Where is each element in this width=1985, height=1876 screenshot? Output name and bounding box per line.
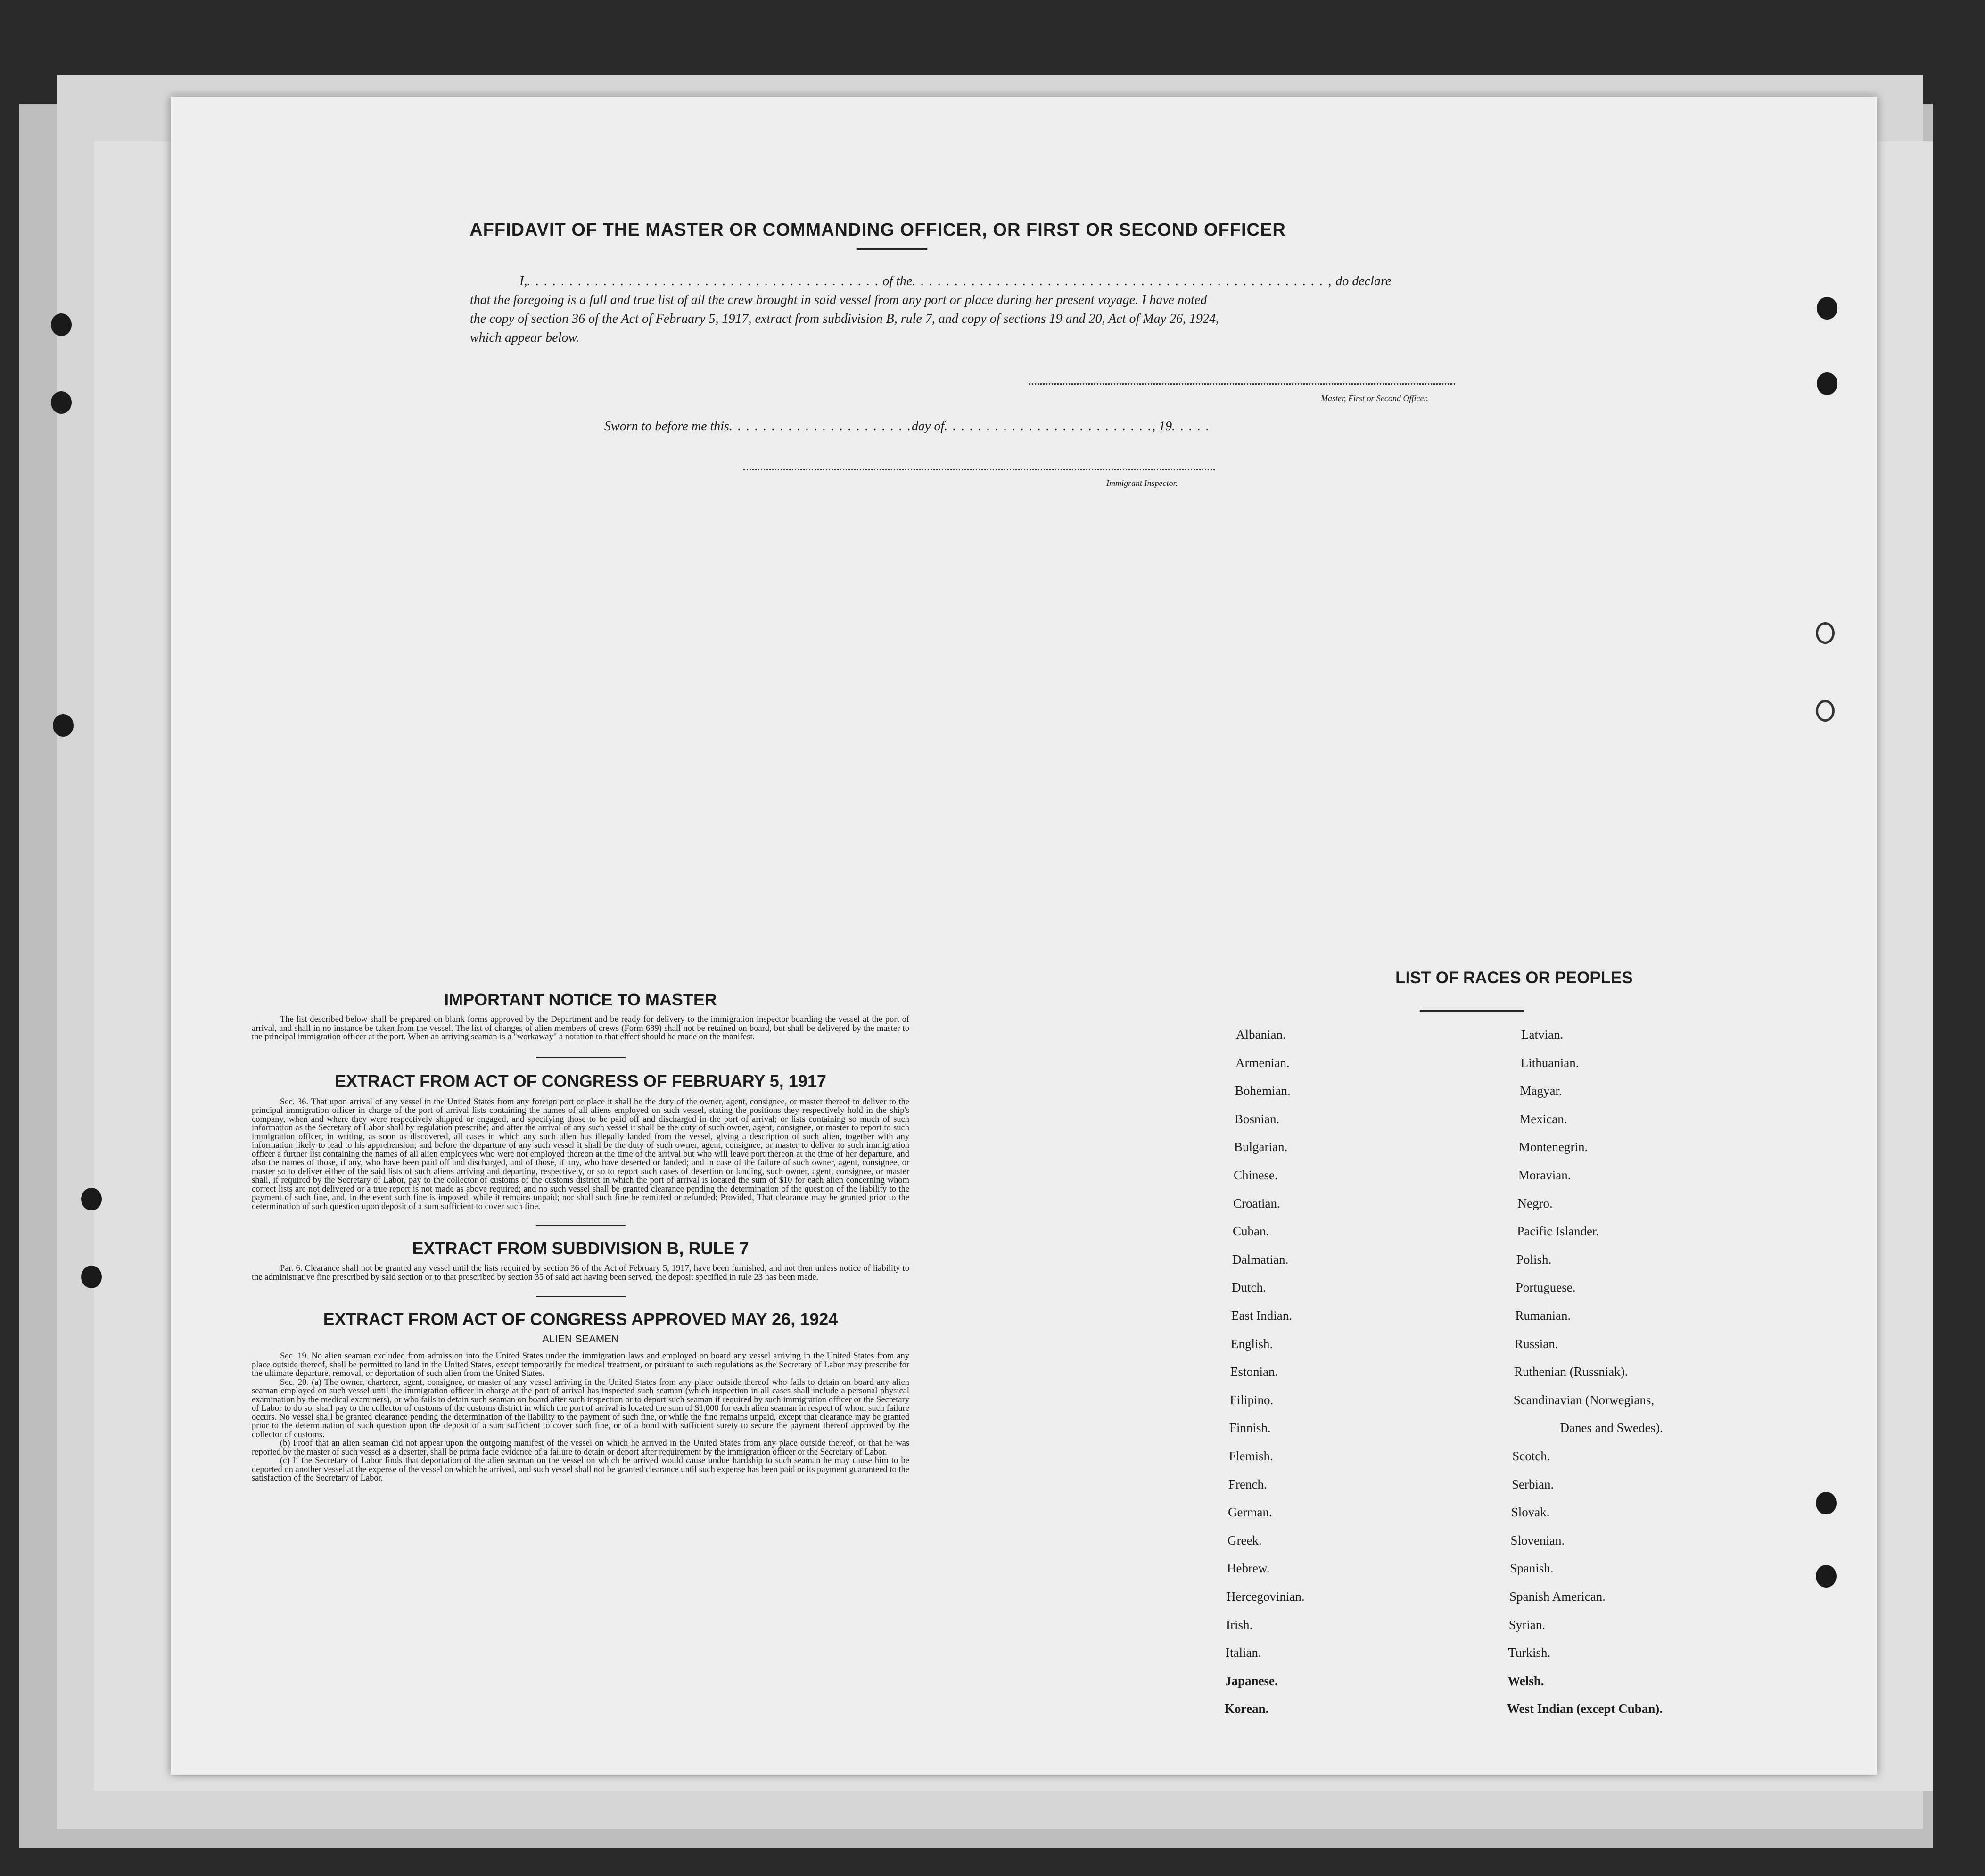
race-item: Spanish. — [1510, 1561, 1554, 1576]
binder-hole — [81, 1266, 102, 1288]
race-item: Mexican. — [1519, 1111, 1567, 1126]
race-item: Cuban. — [1233, 1224, 1269, 1239]
race-item: Croatian. — [1233, 1196, 1280, 1210]
notice-title: IMPORTANT NOTICE TO MASTER — [444, 990, 717, 1009]
binder-hole — [51, 391, 72, 414]
race-item: Magyar. — [1520, 1084, 1562, 1098]
binder-hole — [1816, 700, 1835, 722]
affidavit-title: AFFIDAVIT OF THE MASTER OR COMMANDING OFFICER, OR FIRST OR SECOND OFFICER — [469, 220, 1286, 240]
sec-20b-text: (b) Proof that an alien seaman did not appear upon the outgoing manifest of the vessel on which he arrived in the United States from any place outside thereof, or that he was reported by the master of such vessel as a deserter, shall be prima facie evidence of a failure to detain or deport after requirement by the immigration officer or the Secretary of Labor. — [252, 1439, 909, 1457]
race-item: Greek. — [1227, 1533, 1262, 1547]
binder-hole — [81, 1188, 102, 1210]
sec-20c-text: (c) If the Secretary of Labor finds that deportation of the alien seaman on the vessel on which he arrived would cause undue hardship to such seaman he may cause him to be deported on another vessel at the expense of the vessel on which he arrived, and such vessel shall not be granted clearance until such expense has been paid or its payment guaranteed to the satisfaction of the Secretary of Labor. — [252, 1456, 909, 1483]
inspector-label: Immigrant Inspector. — [1106, 478, 1178, 488]
race-item: Chinese. — [1234, 1168, 1278, 1182]
race-item: Spanish American. — [1509, 1589, 1606, 1604]
race-item: Estonian. — [1230, 1365, 1278, 1379]
race-item: Bosnian. — [1235, 1111, 1280, 1126]
binder-hole — [51, 313, 72, 336]
extract-1924-subtitle: ALIEN SEAMEN — [542, 1333, 619, 1345]
legal-notices-column — [252, 990, 909, 1483]
document-page — [171, 97, 1877, 1775]
binder-hole — [1817, 297, 1837, 320]
race-item: Turkish. — [1508, 1646, 1551, 1660]
inspector-signature-line — [743, 469, 1215, 470]
race-item: English. — [1231, 1336, 1273, 1351]
divider — [1420, 1010, 1524, 1012]
extract-1917-text: Sec. 36. That upon arrival of any vessel in the United States from any foreign port or place it shall be the duty of the owner, agent, consignee, or master thereof to deliver to the principal immigration officer in charge of the port of arrival lists containing the names of all aliens employed on such vessel, stating the positions they respectively hold in the ship's company, when and where they were respectively shipped or engaged, and specifying those to be paid off and discharged in the port of arrival; or lists containing so much of such information as the Secretary of Labor shall by regulation prescribe; and after the arrival of any such vessel it shall be the duty of such owner, agent, consignee, or master to report to such immigration officer, in writing, as soon as discovered, all cases in which any such alien has illegally landed from the vessel, giving a description of such alien, together with any information likely to lead to his apprehension; and before the departure of any such vessel it shall be the duty of such owner, agent, consignee, or master to deliver to such immigration officer a further list containing the names of all alien employees who were not employed thereon at the time of the arrival but who will leave port thereon at the time of her departure, and also the names of those, if any, who have been paid off and discharged, and of those, if any, who have deserted or landed; and in case of the failure of such owner, agent, consignee, or master so to deliver either of the said lists of such aliens arriving and departing, respectively, or so to report such cases of desertion or landing, such owner, agent, consignee, or master shall, if required by the Secretary of Labor, pay to the collector of customs of the customs district in which the port of arrival is located the sum of $10 for each alien concerning whom correct lists are not delivered or a true report is not made as above required; and no such vessel shall be granted clearance pending the determination of the question of the liability to the payment of such fine, and, in the event such fine is imposed, while it remains unpaid; nor shall such fine be remitted or refunded; Provided, That clearance may be granted prior to the determination of such question upon deposit of a sum sufficient to cover such fine. — [252, 1097, 909, 1211]
divider — [536, 1225, 626, 1226]
race-item: Bulgarian. — [1234, 1140, 1288, 1154]
race-item: Lithuanian. — [1520, 1055, 1579, 1070]
race-item: Serbian. — [1512, 1477, 1554, 1491]
race-item: Scandinavian (Norwegians, — [1513, 1392, 1655, 1407]
extract-1917-title: EXTRACT FROM ACT OF CONGRESS OF FEBRUARY 5, 1917 — [335, 1071, 826, 1091]
race-item: Syrian. — [1508, 1617, 1545, 1632]
race-item: Filipino. — [1230, 1392, 1274, 1407]
sworn-line: Sworn to before me this. . . . . . . . . . . . . . . . . . . . . .day of. . . . . . . . . . . . . . . . . . . . . . . . ., 19. . . . . — [604, 419, 1211, 434]
race-item: French. — [1228, 1477, 1267, 1491]
affidavit-line-3: the copy of section 36 of the Act of February 5, 1917, extract from subdivision B, rule 7, and copy of sections 19 and 20, Act of May 26, 1924, — [470, 312, 1219, 326]
sec-20a-text: Sec. 20. (a) The owner, charterer, agent, consignee, or master of any vessel arriving in the United States from any place outside thereof who fails to detain on board any alien seaman employed on such vessel until the immigration officer in charge at the port of arrival has inspected such seaman (which inspection in all cases shall include a personal physical examination by the medical examiners), or who fails to detain such seaman on board after such inspection or to deport such seaman if required by such immigration officer or the Secretary of Labor to do so, shall pay to the collector of customs of the customs district in which the port of arrival is located the sum of $1,000 for each alien seaman in respect of whom such failure occurs. No vessel shall be granted clearance pending the determination of the liability to the payment of such fine, or while the fine remains unpaid, except that clearance may be granted prior to the determination of such question upon the deposit of a sum sufficient to cover such fine, or of a bond with sufficient surety to secure the payment thereof approved by the collector of customs. — [252, 1377, 909, 1440]
rule-7-title: EXTRACT FROM SUBDIVISION B, RULE 7 — [412, 1239, 749, 1258]
race-item: German. — [1228, 1505, 1272, 1520]
race-item: West Indian (except Cuban). — [1507, 1702, 1663, 1716]
divider — [536, 1057, 626, 1058]
rule-7-text: Par. 6. Clearance shall not be granted any vessel until the lists required by section 36 of the Act of February 5, 1917, have been furnished, and not then unless notice of liability to the administrative fine prescribed by said section or to that prescribed by section 35 of said act having been served, the deposit specified in rule 23 has been made. — [252, 1264, 909, 1282]
master-signature-line — [1029, 383, 1455, 385]
binder-hole — [1816, 622, 1835, 644]
binder-hole — [53, 714, 74, 737]
race-item: Montenegrin. — [1519, 1140, 1588, 1154]
binder-hole — [1817, 372, 1837, 395]
race-item: Armenian. — [1235, 1055, 1290, 1070]
race-item: Welsh. — [1507, 1673, 1544, 1688]
race-item: Finnish. — [1229, 1421, 1271, 1435]
divider — [857, 248, 927, 250]
affidavit-line-2: that the foregoing is a full and true list of all the crew brought in said vessel from any port or place during her present voyage. I have noted — [470, 293, 1207, 307]
race-item: Italian. — [1226, 1646, 1261, 1660]
race-item: Albanian. — [1236, 1028, 1286, 1042]
race-item: Slovenian. — [1510, 1533, 1565, 1547]
race-item: Korean. — [1225, 1702, 1269, 1716]
race-item: Flemish. — [1229, 1449, 1273, 1463]
master-label: Master, First or Second Officer. — [1321, 394, 1428, 403]
race-item: Polish. — [1516, 1252, 1552, 1267]
sec-19-text: Sec. 19. No alien seaman excluded from admission into the United States under the immigration laws and employed on board any vessel arriving in the United States from any place outside thereof, shall be permitted to land in the United States, except temporarily for medical treatment, or pursuant to such regulations as the Secretary of Labor may prescribe for the ultimate departure, removal, or deportation of such alien from the United States. — [252, 1351, 909, 1378]
race-item: Danes and Swedes). — [1560, 1421, 1663, 1435]
race-item: Japanese. — [1225, 1673, 1278, 1688]
race-item: Moravian. — [1518, 1168, 1571, 1182]
race-item: Negro. — [1517, 1196, 1553, 1210]
race-item: Hercegovinian. — [1227, 1589, 1305, 1604]
notice-text: The list described below shall be prepared on blank forms approved by the Department and be ready for delivery to the immigration inspector boarding the vessel at the port of arrival, and shall in no instance be taken from the vessel. The list of changes of alien members of crews (Form 689) shall not be retained on board, but shall be delivered by the master to the principal immigration officer at the port. When an arriving seaman is a "workaway" a notation to that effect should be made on the manifest. — [252, 1015, 909, 1042]
race-item: Slovak. — [1511, 1505, 1550, 1520]
race-item: Dalmatian. — [1232, 1252, 1289, 1267]
races-title: LIST OF RACES OR PEOPLES — [1395, 969, 1633, 987]
race-item: Dutch. — [1232, 1280, 1266, 1295]
race-item: Scotch. — [1512, 1449, 1550, 1463]
race-item: Hebrew. — [1227, 1561, 1270, 1576]
race-item: Ruthenian (Russniak). — [1514, 1365, 1628, 1379]
affidavit-line-4: which appear below. — [470, 330, 580, 345]
divider — [536, 1296, 626, 1297]
race-item: East Indian. — [1231, 1308, 1292, 1323]
binder-hole — [1816, 1492, 1837, 1514]
race-item: Bohemian. — [1235, 1084, 1291, 1098]
affidavit-line-1: I,. . . . . . . . . . . . . . . . . . . . . . . . . . . . . . . . . . . . . . . . . . of the. . . . . . . . . . . . . . . . . . . . . . . . . . . . . . . . . . . . . . . . . . . . . . . . . , do declare — [519, 274, 1392, 288]
binder-hole — [1816, 1565, 1837, 1588]
race-item: Irish. — [1226, 1617, 1253, 1632]
race-item: Portuguese. — [1516, 1280, 1576, 1295]
race-item: Russian. — [1515, 1336, 1558, 1351]
extract-1924-title: EXTRACT FROM ACT OF CONGRESS APPROVED MAY 26, 1924 — [323, 1309, 838, 1329]
race-item: Rumanian. — [1515, 1308, 1571, 1323]
race-item: Latvian. — [1521, 1028, 1564, 1042]
race-item: Pacific Islander. — [1517, 1224, 1599, 1239]
